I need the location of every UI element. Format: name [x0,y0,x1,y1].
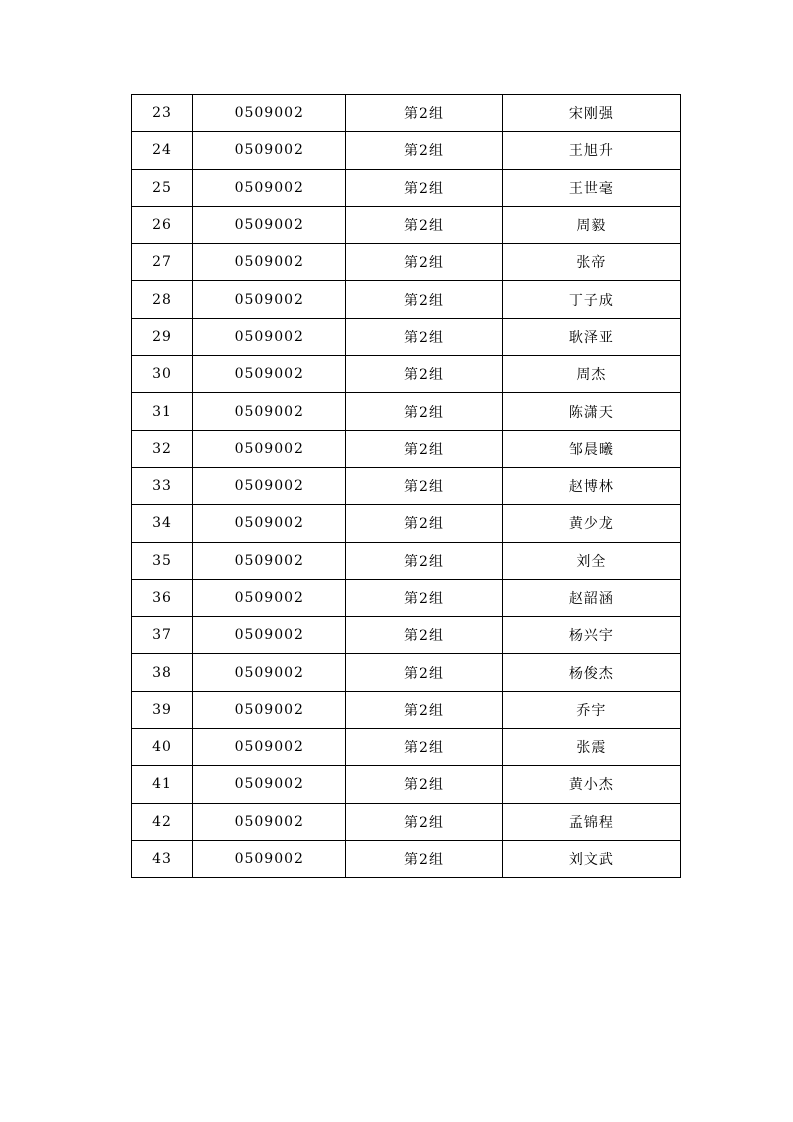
table-row [132,579,681,616]
name-cell: 黄小杰 [502,766,680,803]
roster-table [131,94,681,878]
table-row [132,654,681,691]
row-number-cell: 38 [132,654,193,691]
unit-code-cell: 0509002 [193,132,346,169]
unit-code-cell: 0509002 [193,505,346,542]
table-row [132,505,681,542]
group-cell: 第2组 [346,803,502,840]
row-number-cell: 33 [132,467,193,504]
name-cell: 刘文武 [502,840,680,877]
unit-code-cell: 0509002 [193,318,346,355]
name-cell: 刘全 [502,542,680,579]
group-cell: 第2组 [346,169,502,206]
row-number-cell: 27 [132,244,193,281]
name-cell: 耿泽亚 [502,318,680,355]
name-cell: 陈潇天 [502,393,680,430]
row-number-cell: 26 [132,206,193,243]
row-number-cell: 32 [132,430,193,467]
unit-code-cell: 0509002 [193,729,346,766]
unit-code-cell: 0509002 [193,95,346,132]
name-cell: 杨兴宇 [502,617,680,654]
unit-code-cell: 0509002 [193,356,346,393]
group-cell: 第2组 [346,281,502,318]
table-row [132,281,681,318]
row-number-cell: 29 [132,318,193,355]
row-number-cell: 31 [132,393,193,430]
group-cell: 第2组 [346,617,502,654]
group-cell: 第2组 [346,318,502,355]
group-cell: 第2组 [346,95,502,132]
group-cell: 第2组 [346,840,502,877]
table-row [132,356,681,393]
unit-code-cell: 0509002 [193,579,346,616]
row-number-cell: 36 [132,579,193,616]
table-row [132,244,681,281]
unit-code-cell: 0509002 [193,542,346,579]
row-number-cell: 34 [132,505,193,542]
name-cell: 赵博林 [502,467,680,504]
row-number-cell: 23 [132,95,193,132]
row-number-cell: 25 [132,169,193,206]
table-row [132,803,681,840]
name-cell: 孟锦程 [502,803,680,840]
group-cell: 第2组 [346,729,502,766]
name-cell: 张震 [502,729,680,766]
name-cell: 王世毫 [502,169,680,206]
group-cell: 第2组 [346,244,502,281]
table-row [132,766,681,803]
row-number-cell: 28 [132,281,193,318]
group-cell: 第2组 [346,393,502,430]
group-cell: 第2组 [346,579,502,616]
unit-code-cell: 0509002 [193,467,346,504]
table-row [132,206,681,243]
unit-code-cell: 0509002 [193,169,346,206]
name-cell: 赵韶涵 [502,579,680,616]
name-cell: 杨俊杰 [502,654,680,691]
name-cell: 丁子成 [502,281,680,318]
unit-code-cell: 0509002 [193,617,346,654]
group-cell: 第2组 [346,430,502,467]
unit-code-cell: 0509002 [193,691,346,728]
name-cell: 周杰 [502,356,680,393]
table-row [132,430,681,467]
table-row [132,840,681,877]
unit-code-cell: 0509002 [193,281,346,318]
name-cell: 黄少龙 [502,505,680,542]
group-cell: 第2组 [346,691,502,728]
name-cell: 王旭升 [502,132,680,169]
name-cell: 邹晨曦 [502,430,680,467]
unit-code-cell: 0509002 [193,840,346,877]
row-number-cell: 40 [132,729,193,766]
table-row [132,169,681,206]
unit-code-cell: 0509002 [193,393,346,430]
table-row [132,467,681,504]
group-cell: 第2组 [346,467,502,504]
table-row [132,729,681,766]
name-cell: 乔宇 [502,691,680,728]
row-number-cell: 37 [132,617,193,654]
unit-code-cell: 0509002 [193,766,346,803]
table-row [132,95,681,132]
unit-code-cell: 0509002 [193,430,346,467]
table-row [132,617,681,654]
row-number-cell: 24 [132,132,193,169]
table-row [132,393,681,430]
group-cell: 第2组 [346,505,502,542]
group-cell: 第2组 [346,132,502,169]
group-cell: 第2组 [346,654,502,691]
group-cell: 第2组 [346,356,502,393]
row-number-cell: 41 [132,766,193,803]
name-cell: 宋刚强 [502,95,680,132]
table-row [132,318,681,355]
row-number-cell: 43 [132,840,193,877]
name-cell: 周毅 [502,206,680,243]
table-row [132,132,681,169]
name-cell: 张帝 [502,244,680,281]
unit-code-cell: 0509002 [193,654,346,691]
table-row [132,542,681,579]
roster-table-body [132,95,681,878]
group-cell: 第2组 [346,766,502,803]
group-cell: 第2组 [346,542,502,579]
table-row [132,691,681,728]
row-number-cell: 39 [132,691,193,728]
unit-code-cell: 0509002 [193,803,346,840]
row-number-cell: 42 [132,803,193,840]
group-cell: 第2组 [346,206,502,243]
unit-code-cell: 0509002 [193,244,346,281]
row-number-cell: 35 [132,542,193,579]
unit-code-cell: 0509002 [193,206,346,243]
row-number-cell: 30 [132,356,193,393]
